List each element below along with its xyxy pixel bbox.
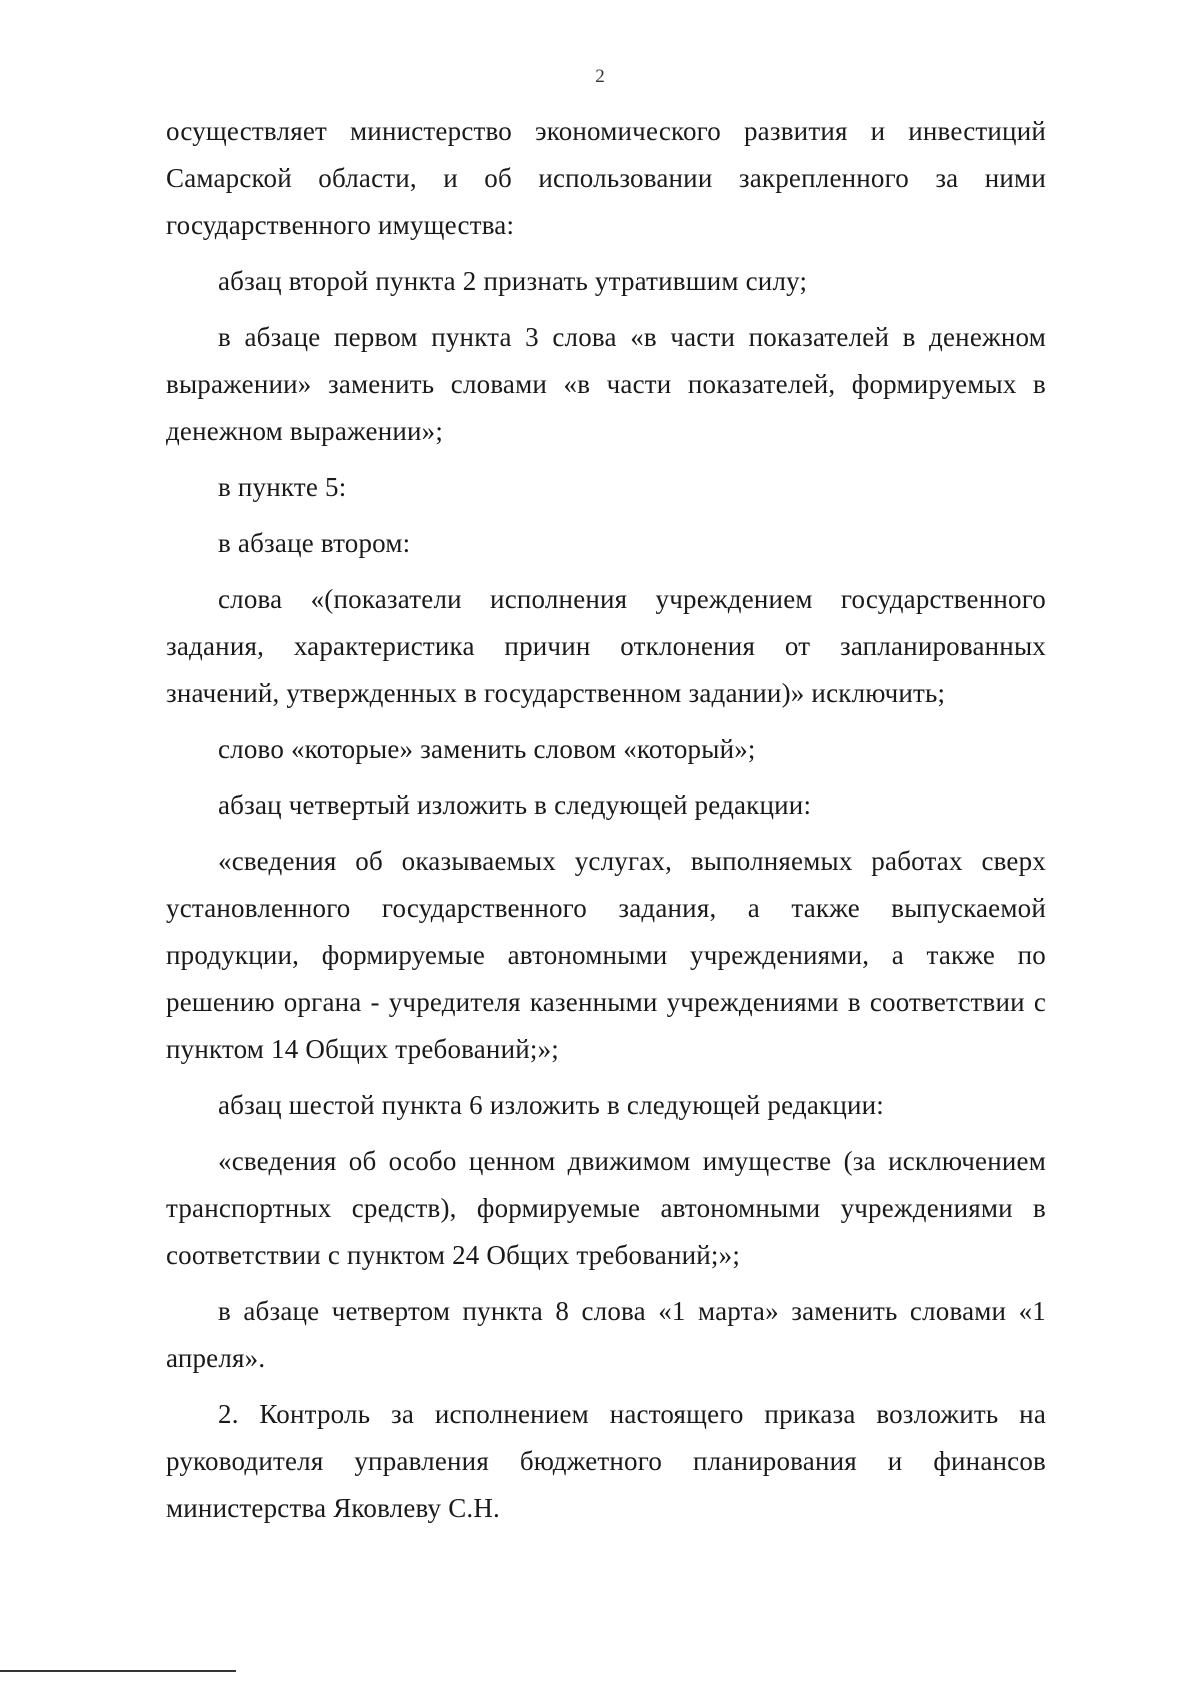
paragraph-continuation: осуществляет министерство экономического развития и инвестиций Самарской области, и об использовании закрепленного за ними государственного имущества: (166, 116, 1046, 240)
document-body (166, 108, 1046, 1541)
paragraph: «сведения об особо ценном движимом имуществе (за исключением транспортных средств), формируемые автономными учреждениями в соответствии с пунктом 24 Общих требований;»; (166, 1146, 1046, 1270)
paragraph: абзац шестой пункта 6 изложить в следующей редакции: (218, 1090, 884, 1120)
paragraph: абзац четвертый изложить в следующей редакции: (218, 790, 812, 820)
paragraph: абзац второй пункта 2 признать утратившим силу; (218, 266, 808, 296)
paragraph: слово «которые» заменить словом «который»; (218, 734, 756, 764)
paragraph: в абзаце втором: (218, 528, 411, 558)
paragraph-control-clause: 2. Контроль за исполнением настоящего приказа возложить на руководителя управления бюджетного планирования и финансов министерства Яковлеву С.Н. (166, 1399, 1046, 1523)
paragraph: в абзаце первом пункта 3 слова «в части показателей в денежном выражении» заменить словами «в части показателей, формируемых в денежном выражении»; (166, 322, 1046, 446)
footer-divider (0, 1670, 236, 1672)
page-number: 2 (595, 66, 605, 87)
paragraph: «сведения об оказываемых услугах, выполняемых работах сверх установленного государственного задания, а также выпускаемой продукции, формируемые автономными учреждениями, а также по решению органа - учредителя казенными учреждениями в соответствии с пунктом 14 Общих требований;»; (166, 846, 1046, 1064)
paragraph: в абзаце четвертом пункта 8 слова «1 марта» заменить словами «1 апреля». (166, 1296, 1046, 1373)
paragraph: в пункте 5: (218, 472, 347, 502)
paragraph: слова «(показатели исполнения учреждением государственного задания, характеристика причин отклонения от запланированных значений, утвержденных в государственном задании)» исключить; (166, 584, 1046, 708)
